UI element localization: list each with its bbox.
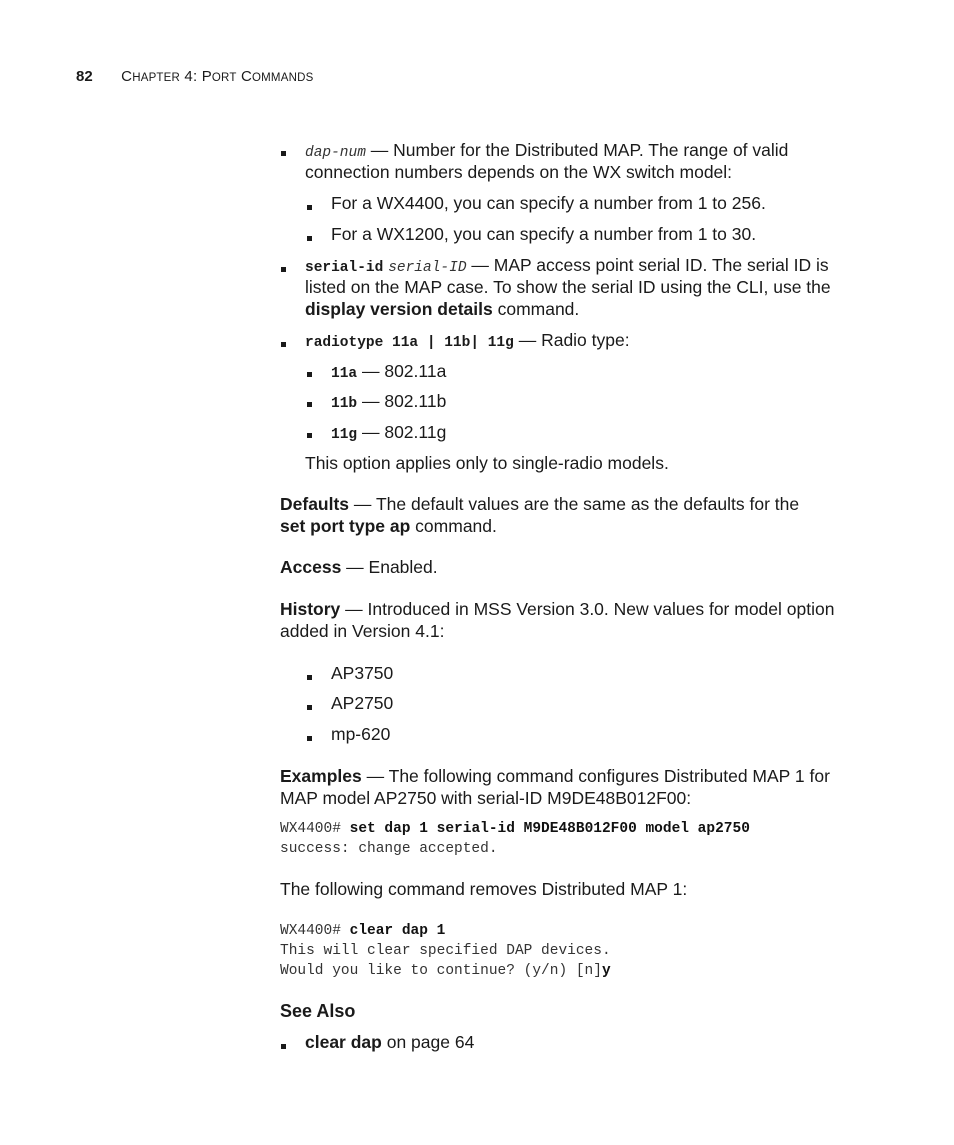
wx1200-range: For a WX1200, you can specify a number from 1 to 30. xyxy=(331,224,757,244)
code-example-1-output: success: change accepted. xyxy=(280,841,498,857)
bullet xyxy=(307,433,312,438)
see-also-heading: See Also xyxy=(280,1001,356,1021)
chapter-title: CHAPTER 4: PORT COMMANDS xyxy=(121,68,314,85)
bullet xyxy=(307,236,312,241)
code-example-2-prompt: Would you like to continue? (y/n) [n]y xyxy=(280,963,611,979)
code-example-2-output: This will clear specified DAP devices. xyxy=(280,943,611,959)
bullet xyxy=(307,205,312,210)
code-example-2: WX4400# clear dap 1 xyxy=(280,923,446,939)
history-item: AP2750 xyxy=(331,693,394,713)
examples-section: Examples — The following command configures Distributed MAP 1 for xyxy=(280,766,830,786)
bullet xyxy=(307,705,312,710)
bullet xyxy=(281,1044,286,1049)
page-number: 82 xyxy=(76,68,93,85)
param-serial-id-cont: listed on the MAP case. To show the serial ID using the CLI, use the xyxy=(305,277,831,297)
history-section: History — Introduced in MSS Version 3.0. New values for model option xyxy=(280,599,835,619)
bullet xyxy=(307,402,312,407)
see-also-link[interactable]: clear dap xyxy=(305,1032,382,1052)
see-also-item[interactable]: clear dap on page 64 xyxy=(305,1032,475,1052)
param-serial-id-cont2: display version details command. xyxy=(305,299,580,319)
history-item: AP3750 xyxy=(331,663,394,683)
bullet xyxy=(307,372,312,377)
history-cont: added in Version 4.1: xyxy=(280,621,445,641)
bullet xyxy=(281,342,286,347)
radio-note: This option applies only to single-radio models. xyxy=(305,453,669,473)
examples-cont: MAP model AP2750 with serial-ID M9DE48B012F00: xyxy=(280,788,692,808)
param-radiotype: radiotype 11a | 11b| 11g — Radio type: xyxy=(305,330,630,351)
history-item: mp-620 xyxy=(331,724,391,744)
bullet xyxy=(307,675,312,680)
radio-11b: 11b — 802.11b xyxy=(331,391,447,412)
access-section: Access — Enabled. xyxy=(280,557,438,577)
param-dap-num: dap-num — Number for the Distributed MAP. The range of valid xyxy=(305,140,789,161)
defaults-section: Defaults — The default values are the same as the defaults for the xyxy=(280,494,800,514)
bullet xyxy=(281,151,286,156)
radio-11a: 11a — 802.11a xyxy=(331,361,447,382)
defaults-cont: set port type ap command. xyxy=(280,516,497,536)
examples-remove-text: The following command removes Distributed MAP 1: xyxy=(280,879,688,899)
bullet xyxy=(281,267,286,272)
param-serial-id: serial-id serial-ID — MAP access point serial ID. The serial ID is xyxy=(305,255,829,276)
code-example-1: WX4400# set dap 1 serial-id M9DE48B012F00 model ap2750 xyxy=(280,821,750,837)
param-dap-num-cont: connection numbers depends on the WX switch model: xyxy=(305,162,733,182)
radio-11g: 11g — 802.11g xyxy=(331,422,447,443)
wx4400-range: For a WX4400, you can specify a number from 1 to 256. xyxy=(331,193,766,213)
page-header xyxy=(76,68,313,86)
bullet xyxy=(307,736,312,741)
